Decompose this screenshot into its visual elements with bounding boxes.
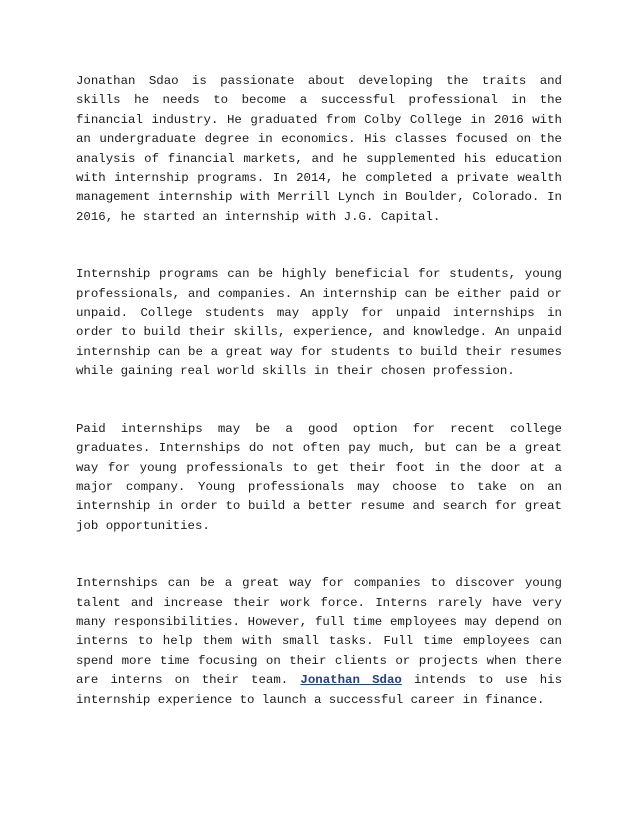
- paragraph-companies-text-before: Internships can be a great way for companies to discover young talent and increase their work force. Interns rarely have very many responsibilities. However, full time employees may depend on interns to help them with small tasks. Full time employees can spend more time focusing on their clients or projects when there are interns on their team.: [76, 576, 562, 688]
- paragraph-companies: [76, 574, 562, 710]
- paragraph-companies-text-after: intends to use his internship experience to launch a successful career in finance.: [76, 673, 563, 707]
- paragraph-paid-internships: Paid internships may be a good option for recent college graduates. Internships do not often pay much, but can be a great way for young professionals to get their foot in the door at a major company. Young professionals may choose to take on an internship in order to build a better resume and search for great job opportunities.: [76, 421, 562, 533]
- paragraph-intro: Jonathan Sdao is passionate about developing the traits and skills he needs to become a successful professional in the financial industry. He graduated from Colby College in 2016 with an undergraduate degree in economics. His classes focused on the analysis of financial markets, and he supplemented his education with internship programs. In 2014, he completed a private wealth management internship with Merrill Lynch in Boulder, Colorado. In 2016, he started an internship with J.G. Capital.: [76, 74, 562, 224]
- jonathan-sdao-link[interactable]: Jonathan Sdao: [300, 673, 402, 688]
- paragraph-internship-programs: Internship programs can be highly beneficial for students, young professionals, and companies. An internship can be either paid or unpaid. College students may apply for unpaid internships in order to build their skills, experience, and knowledge. An unpaid internship can be a great way for students to build their resumes while gaining real world skills in their chosen profession.: [76, 267, 562, 379]
- document-body: [76, 72, 562, 710]
